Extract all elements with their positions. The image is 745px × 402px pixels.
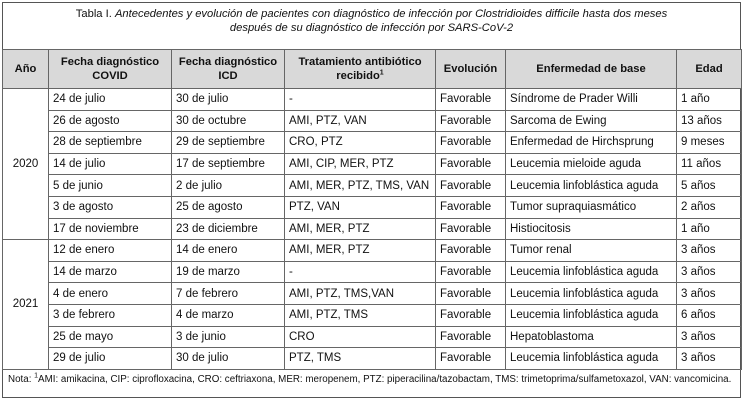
evolution-cell: Favorable bbox=[436, 175, 506, 197]
age-cell: 9 meses bbox=[677, 132, 742, 154]
disease-cell: Tumor renal bbox=[506, 240, 677, 262]
covid-cell: 5 de junio bbox=[49, 175, 172, 197]
header-evolution: Evolución bbox=[436, 50, 506, 89]
disease-cell: Enfermedad de Hirchsprung bbox=[506, 132, 677, 154]
treatment-cell: - bbox=[285, 261, 436, 283]
age-cell: 11 años bbox=[677, 153, 742, 175]
table-row bbox=[3, 153, 742, 175]
covid-cell: 3 de febrero bbox=[49, 304, 172, 326]
icd-cell: 30 de julio bbox=[172, 348, 285, 370]
disease-cell: Leucemia mieloide aguda bbox=[506, 153, 677, 175]
treatment-cell: AMI, PTZ, VAN bbox=[285, 110, 436, 132]
table-row bbox=[3, 283, 742, 305]
age-cell: 3 años bbox=[677, 348, 742, 370]
caption-lead: Tabla I. bbox=[75, 8, 115, 20]
age-cell: 5 años bbox=[677, 175, 742, 197]
table-row bbox=[3, 175, 742, 197]
age-cell: 13 años bbox=[677, 110, 742, 132]
table-row bbox=[3, 326, 742, 348]
age-cell: 3 años bbox=[677, 283, 742, 305]
icd-cell: 17 de septiembre bbox=[172, 153, 285, 175]
treatment-cell: AMI, PTZ, TMS,VAN bbox=[285, 283, 436, 305]
table-body bbox=[3, 89, 742, 370]
header-age: Edad bbox=[677, 50, 742, 89]
covid-cell: 24 de julio bbox=[49, 89, 172, 111]
icd-cell: 25 de agosto bbox=[172, 196, 285, 218]
treatment-cell: AMI, MER, PTZ bbox=[285, 240, 436, 262]
year-cell: 2021 bbox=[3, 240, 49, 370]
disease-cell: Leucemia linfoblástica aguda bbox=[506, 283, 677, 305]
table-note bbox=[2, 371, 741, 385]
table-row bbox=[3, 304, 742, 326]
covid-cell: 17 de noviembre bbox=[49, 218, 172, 240]
evolution-cell: Favorable bbox=[436, 110, 506, 132]
age-cell: 6 años bbox=[677, 304, 742, 326]
table-row bbox=[3, 348, 742, 370]
covid-cell: 28 de septiembre bbox=[49, 132, 172, 154]
caption-title-1: Antecedentes y evolución de pacientes con diagnóstico de infección por Clostridioides difficile hasta dos meses bbox=[114, 8, 668, 20]
disease-cell: Leucemia linfoblástica aguda bbox=[506, 175, 677, 197]
covid-cell: 4 de enero bbox=[49, 283, 172, 305]
age-cell: 1 año bbox=[677, 218, 742, 240]
icd-cell: 23 de diciembre bbox=[172, 218, 285, 240]
treatment-cell: PTZ, VAN bbox=[285, 196, 436, 218]
icd-cell: 19 de marzo bbox=[172, 261, 285, 283]
icd-cell: 14 de enero bbox=[172, 240, 285, 262]
evolution-cell: Favorable bbox=[436, 196, 506, 218]
age-cell: 3 años bbox=[677, 261, 742, 283]
age-cell: 3 años bbox=[677, 240, 742, 262]
disease-cell: Hepatoblastoma bbox=[506, 326, 677, 348]
patients-table bbox=[2, 49, 742, 370]
evolution-cell: Favorable bbox=[436, 283, 506, 305]
icd-cell: 2 de julio bbox=[172, 175, 285, 197]
disease-cell: Leucemia linfoblástica aguda bbox=[506, 348, 677, 370]
icd-cell: 30 de julio bbox=[172, 89, 285, 111]
icd-cell: 29 de septiembre bbox=[172, 132, 285, 154]
header-treatment: Tratamiento antibiótico recibido$^1$ bbox=[285, 50, 436, 89]
age-cell: 1 año bbox=[677, 89, 742, 111]
header-row bbox=[3, 50, 742, 89]
covid-cell: 3 de agosto bbox=[49, 196, 172, 218]
evolution-cell: Favorable bbox=[436, 304, 506, 326]
evolution-cell: Favorable bbox=[436, 153, 506, 175]
note-sup: 1 bbox=[34, 372, 39, 380]
disease-cell: Leucemia linfoblástica aguda bbox=[506, 261, 677, 283]
covid-cell: 25 de mayo bbox=[49, 326, 172, 348]
disease-cell: Sarcoma de Ewing bbox=[506, 110, 677, 132]
treatment-cell: CRO, PTZ bbox=[285, 132, 436, 154]
header-year: Año bbox=[3, 50, 49, 89]
disease-cell: Tumor supraquiasmático bbox=[506, 196, 677, 218]
treatment-cell: - bbox=[285, 89, 436, 111]
treatment-cell: PTZ, TMS bbox=[285, 348, 436, 370]
age-cell: 3 años bbox=[677, 326, 742, 348]
evolution-cell: Favorable bbox=[436, 218, 506, 240]
table-row bbox=[3, 218, 742, 240]
evolution-cell: Favorable bbox=[436, 89, 506, 111]
icd-cell: 3 de junio bbox=[172, 326, 285, 348]
table-caption bbox=[2, 3, 741, 49]
caption-title-2: después de su diagnóstico de infección por SARS-CoV-2 bbox=[229, 22, 514, 34]
note-text: AMI: amikacina, CIP: ciprofloxacina, CRO: ceftriaxona, MER: meropenem, PTZ: piperacilina/tazobactam, TMS: trimetoprima/sulfametoxazol, VAN: vancomicina. bbox=[38, 374, 732, 385]
disease-cell: Síndrome de Prader Willi bbox=[506, 89, 677, 111]
treatment-cell: CRO bbox=[285, 326, 436, 348]
age-cell: 2 años bbox=[677, 196, 742, 218]
evolution-cell: Favorable bbox=[436, 240, 506, 262]
table-row bbox=[3, 261, 742, 283]
covid-cell: 29 de julio bbox=[49, 348, 172, 370]
evolution-cell: Favorable bbox=[436, 261, 506, 283]
covid-cell: 12 de enero bbox=[49, 240, 172, 262]
table-row bbox=[3, 89, 742, 111]
evolution-cell: Favorable bbox=[436, 326, 506, 348]
table-row bbox=[3, 110, 742, 132]
header-disease: Enfermedad de base bbox=[506, 50, 677, 89]
icd-cell: 4 de marzo bbox=[172, 304, 285, 326]
table-row bbox=[3, 240, 742, 262]
evolution-cell: Favorable bbox=[436, 132, 506, 154]
icd-cell: 7 de febrero bbox=[172, 283, 285, 305]
treatment-cell: AMI, PTZ, TMS bbox=[285, 304, 436, 326]
treatment-cell: AMI, MER, PTZ bbox=[285, 218, 436, 240]
year-cell: 2020 bbox=[3, 89, 49, 240]
icd-cell: 30 de octubre bbox=[172, 110, 285, 132]
covid-cell: 26 de agosto bbox=[49, 110, 172, 132]
treatment-cell: AMI, CIP, MER, PTZ bbox=[285, 153, 436, 175]
treatment-cell: AMI, MER, PTZ, TMS, VAN bbox=[285, 175, 436, 197]
note-prefix: Nota: bbox=[8, 374, 35, 385]
disease-cell: Histiocitosis bbox=[506, 218, 677, 240]
covid-cell: 14 de marzo bbox=[49, 261, 172, 283]
header-covid-date: Fecha diagnóstico COVID bbox=[49, 50, 172, 89]
table-row bbox=[3, 196, 742, 218]
table-row bbox=[3, 132, 742, 154]
covid-cell: 14 de julio bbox=[49, 153, 172, 175]
caption-line-1 bbox=[2, 7, 741, 21]
disease-cell: Leucemia linfoblástica aguda bbox=[506, 304, 677, 326]
evolution-cell: Favorable bbox=[436, 348, 506, 370]
header-icd-date: Fecha diagnóstico ICD bbox=[172, 50, 285, 89]
